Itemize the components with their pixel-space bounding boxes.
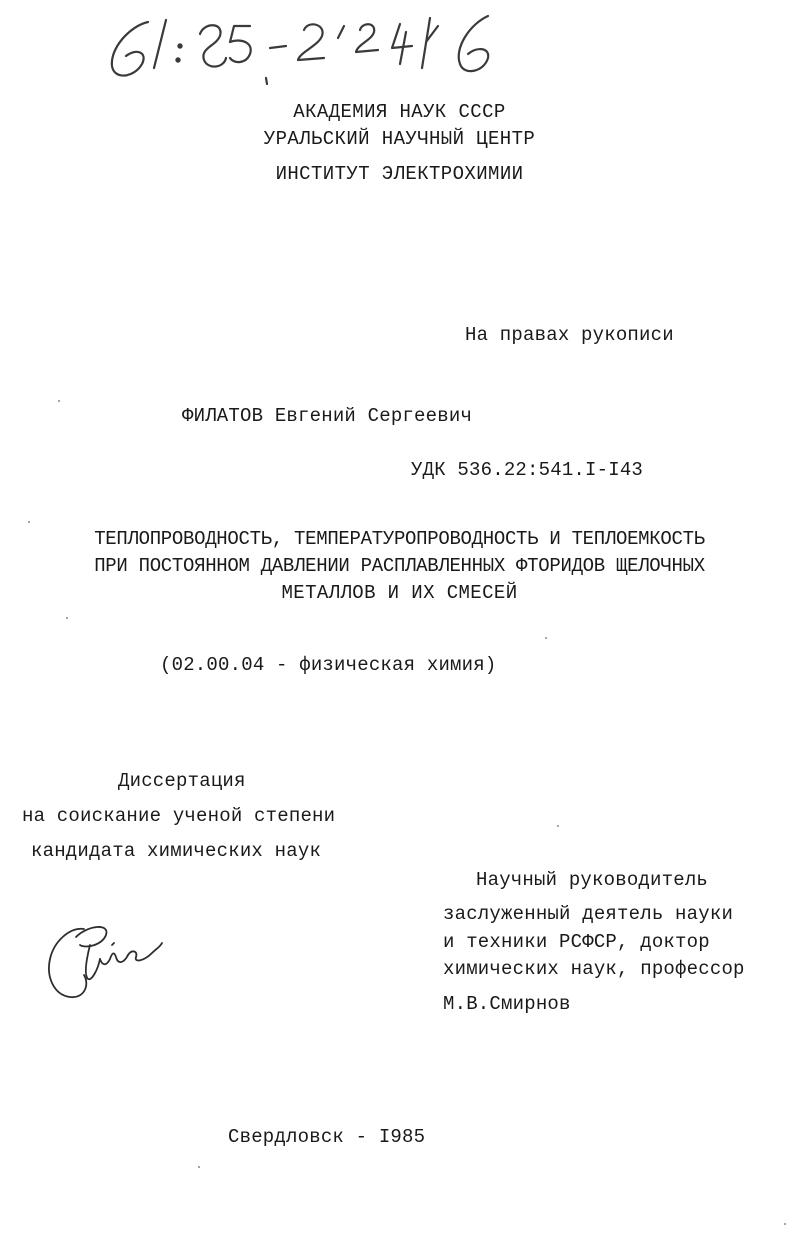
supervisor-title-line-2: и техники РСФСР, доктор: [443, 931, 710, 953]
supervisor-title-line-3: химических наук, профессор: [443, 958, 745, 980]
author-signature: [40, 915, 170, 1005]
specialty-code: (02.00.04 - физическая химия): [160, 654, 497, 676]
manuscript-rights-note: На правах рукописи: [465, 324, 674, 346]
academy-name: АКАДЕМИЯ НАУК СССР: [293, 101, 506, 123]
degree-purpose: на соискание ученой степени: [22, 805, 336, 827]
degree-name: кандидата химических наук: [31, 840, 322, 862]
supervisor-name: М.В.Смирнов: [443, 993, 571, 1015]
place-and-year: Свердловск - I985: [228, 1126, 426, 1148]
dissertation-title-line-3: МЕТАЛЛОВ И ИХ СМЕСЕЙ: [281, 582, 518, 604]
research-center-name: УРАЛЬСКИЙ НАУЧНЫЙ ЦЕНТР: [263, 128, 536, 150]
institute-name: ИНСТИТУТ ЭЛЕКТРОХИМИИ: [275, 163, 524, 185]
udc-code: УДК 536.22:541.I-I43: [411, 459, 644, 481]
author-name: ФИЛАТОВ Евгений Сергеевич: [182, 405, 473, 427]
document-type: Диссертация: [118, 770, 246, 792]
dissertation-title-line-2: ПРИ ПОСТОЯННОМ ДАВЛЕНИИ РАСПЛАВЛЕННЫХ ФТОРИДОВ ЩЕЛОЧНЫХ: [94, 555, 705, 577]
supervisor-heading: Научный руководитель: [476, 869, 709, 891]
supervisor-title-line-1: заслуженный деятель науки: [443, 903, 734, 925]
handwritten-catalogue-number: [100, 8, 520, 88]
dissertation-title-line-1: ТЕПЛОПРОВОДНОСТЬ, ТЕМПЕРАТУРОПРОВОДНОСТЬ И ТЕПЛОЕМКОСТЬ: [94, 528, 705, 550]
